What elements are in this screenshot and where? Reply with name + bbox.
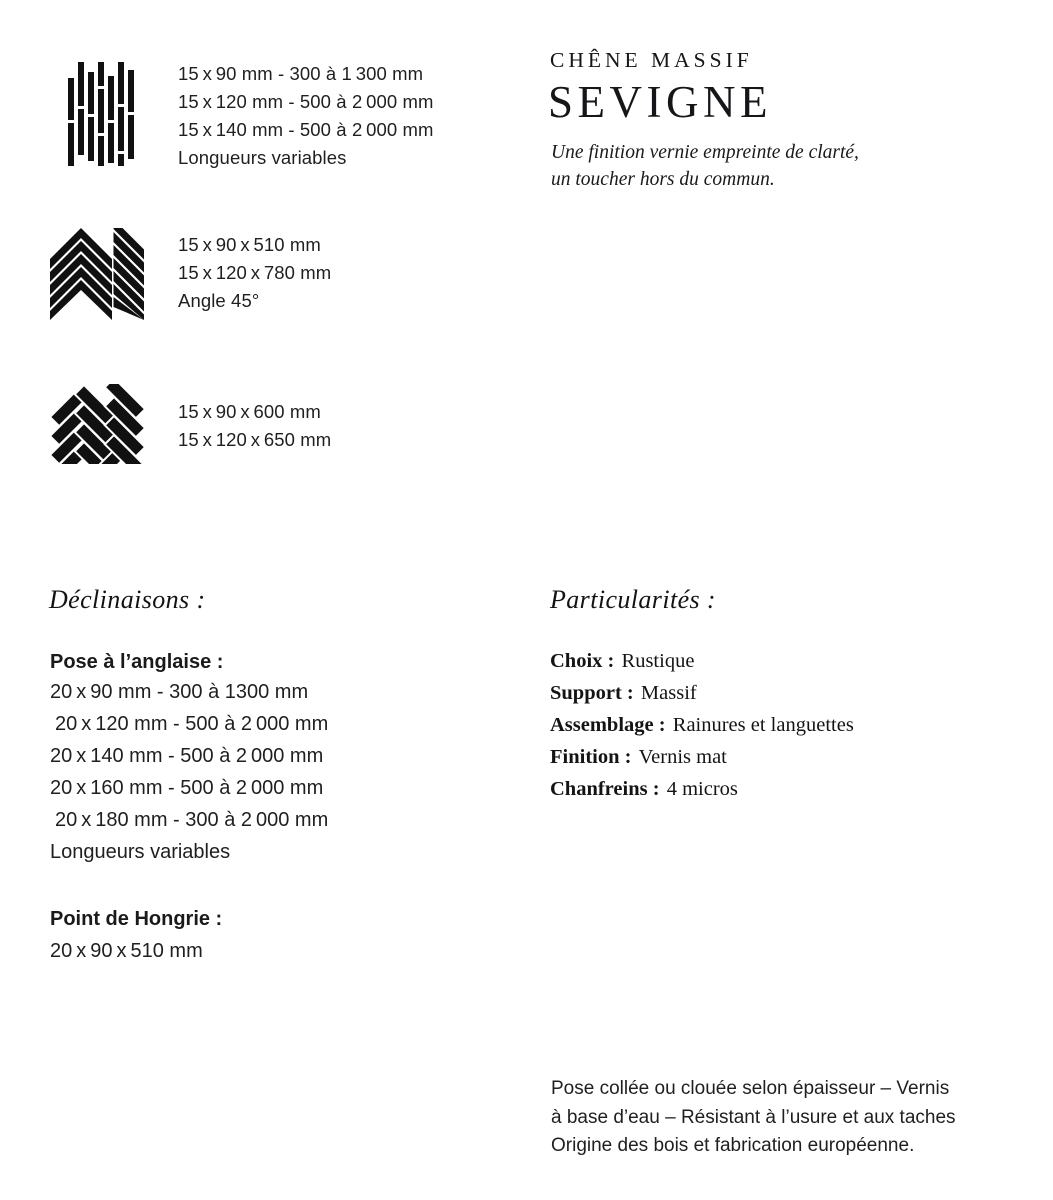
dimension-line: 20 x 140 mm - 500 à 2 000 mm xyxy=(50,745,324,767)
footer-line: Pose collée ou clouée selon épaisseur – Vernis xyxy=(551,1078,950,1099)
spec-value: 4 micros xyxy=(666,778,738,800)
spec-line: Longueurs variables xyxy=(178,147,347,168)
footer-note xyxy=(551,1075,961,1161)
dimension-line: 20 x 90 x 510 mm xyxy=(50,940,203,962)
particularites-list xyxy=(550,645,854,805)
footer-line: à base d’eau – Résistant à l’usure et aux taches xyxy=(551,1106,956,1128)
tagline-line: Une finition vernie empreinte de clarté, xyxy=(551,142,859,163)
dimension-line: 20 x 90 mm - 300 à 1300 mm xyxy=(50,681,309,703)
pose-anglaise-list xyxy=(50,676,328,868)
particularite-row xyxy=(550,645,854,677)
spec-label: Finition : xyxy=(550,746,632,768)
footer-line: Origine des bois et fabrication européenne. xyxy=(551,1135,915,1156)
format-block-2-specs xyxy=(178,231,331,315)
spec-value: Rainures et languettes xyxy=(672,714,854,736)
dimension-line: Longueurs variables xyxy=(50,841,231,863)
spec-label: Chanfreins : xyxy=(550,778,660,800)
herringbone-pattern-icon xyxy=(48,384,144,464)
particularites-heading: Particularités : xyxy=(550,585,716,614)
spec-value: Massif xyxy=(640,682,697,704)
particularite-row xyxy=(550,677,854,709)
spec-line: 15 x 120 x 650 mm xyxy=(178,429,332,450)
product-tagline xyxy=(551,139,859,193)
spec-line: 15 x 140 mm - 500 à 2 000 mm xyxy=(178,119,434,140)
spec-value: Rustique xyxy=(621,650,695,672)
particularite-row xyxy=(550,709,854,741)
spec-line: 15 x 90 x 600 mm xyxy=(178,401,321,422)
dimension-line: 20 x 160 mm - 500 à 2 000 mm xyxy=(50,777,324,799)
spec-line: 15 x 90 mm - 300 à 1 300 mm xyxy=(178,63,424,84)
spec-label: Assemblage : xyxy=(550,714,666,736)
spec-label: Choix : xyxy=(550,650,615,672)
tagline-line: un toucher hors du commun. xyxy=(551,169,775,190)
format-block-3-specs xyxy=(178,398,331,454)
spec-line: Angle 45° xyxy=(178,290,260,311)
collection-title: CHÊNE MASSIF xyxy=(550,48,753,72)
chevron-pattern-icon xyxy=(50,228,144,320)
product-name: SEVIGNE xyxy=(548,77,772,127)
declinaisons-heading: Déclinaisons : xyxy=(49,585,206,614)
spec-value: Vernis mat xyxy=(638,746,727,768)
particularite-row xyxy=(550,773,854,805)
spec-line: 15 x 120 mm - 500 à 2 000 mm xyxy=(178,91,434,112)
pose-anglaise-title: Pose à l’anglaise : xyxy=(50,651,224,673)
plank-pattern-icon xyxy=(68,62,134,167)
particularite-row xyxy=(550,741,854,773)
spec-label: Support : xyxy=(550,682,634,704)
spec-line: 15 x 120 x 780 mm xyxy=(178,262,332,283)
point-hongrie-title: Point de Hongrie : xyxy=(50,908,223,930)
dimension-line: 20 x 120 mm - 500 à 2 000 mm xyxy=(55,713,329,735)
spec-line: 15 x 90 x 510 mm xyxy=(178,234,321,255)
format-block-1-specs xyxy=(178,60,434,172)
dimension-line: 20 x 180 mm - 300 à 2 000 mm xyxy=(55,809,329,831)
